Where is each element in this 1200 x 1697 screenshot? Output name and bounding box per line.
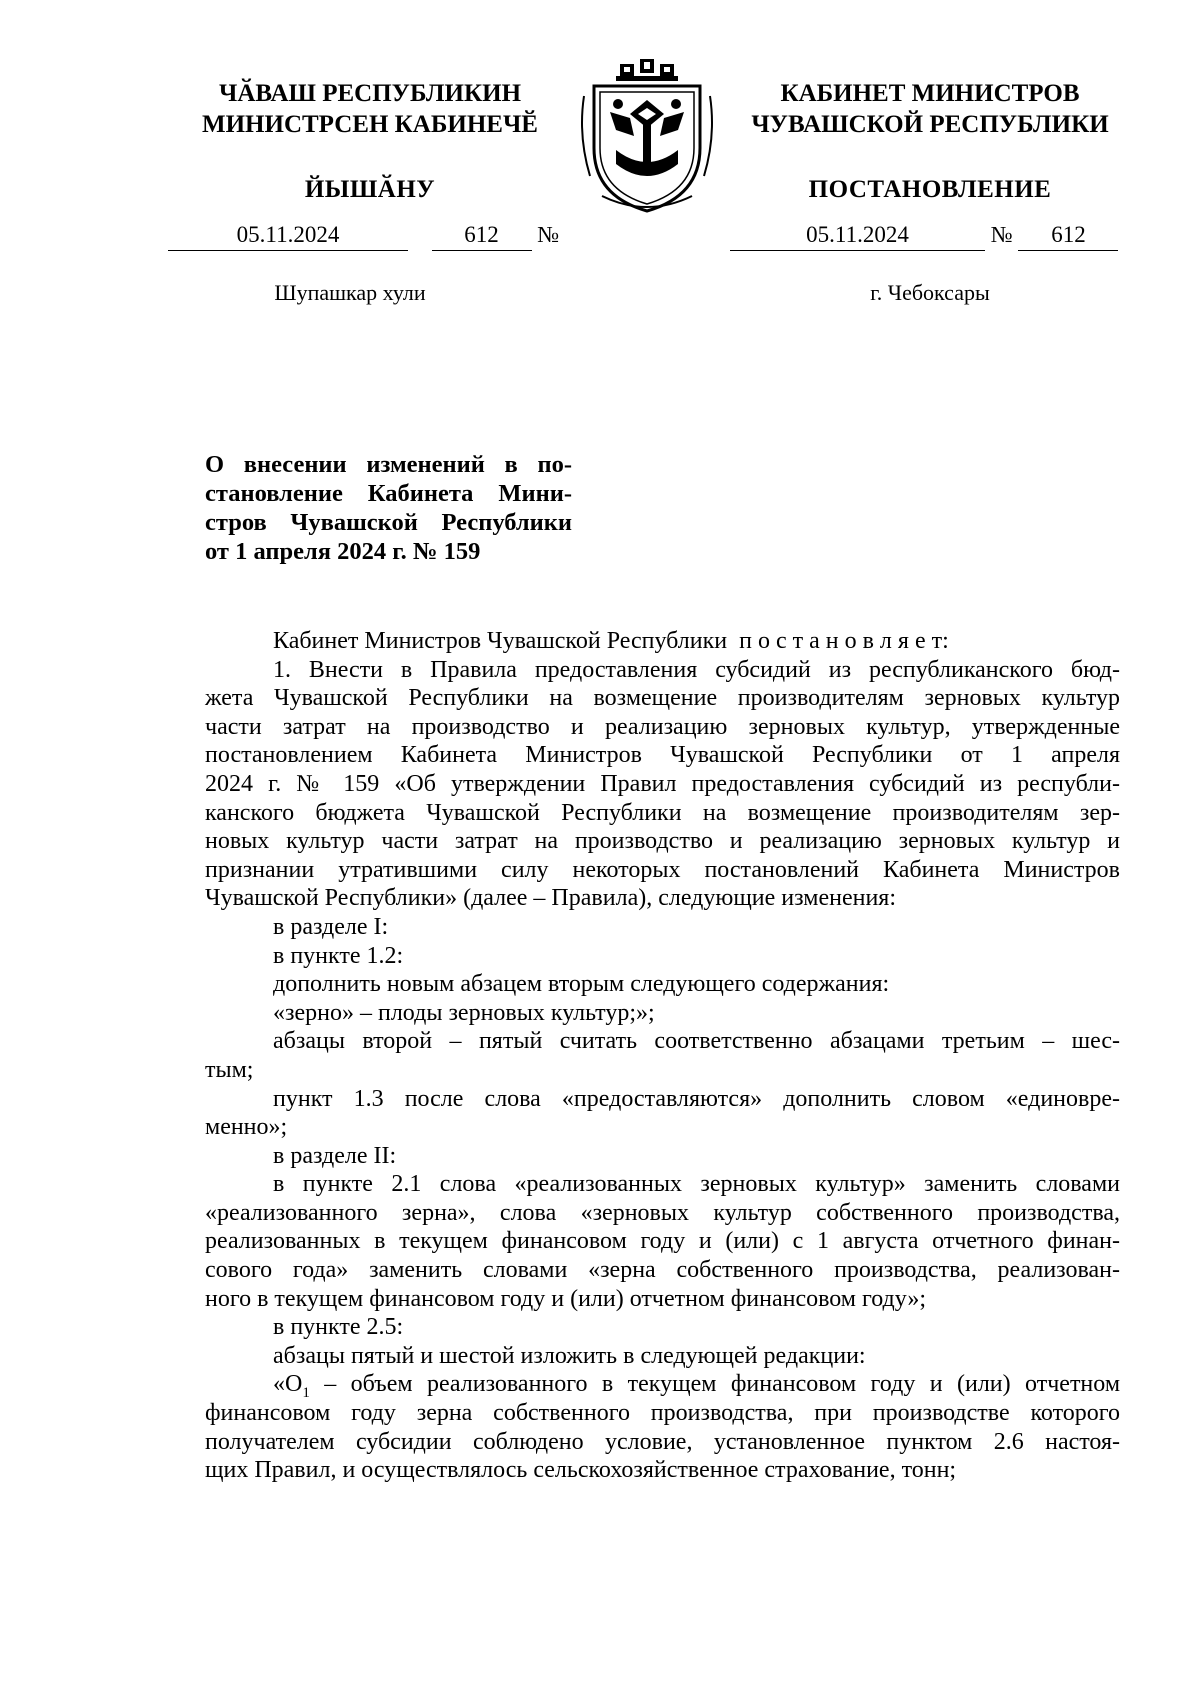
body-line: абзацы второй – пятый считать соответственно абзацами третьим – шес- bbox=[273, 1028, 1120, 1055]
body-line: постановлением Кабинета Министров Чувашской Республики от 1 апреля bbox=[205, 742, 1120, 769]
header-right-line1: КАБИНЕТ МИНИСТРОВ bbox=[780, 80, 1080, 107]
left-city: Шупашкар хули bbox=[274, 280, 426, 305]
body-intro bbox=[205, 627, 1120, 656]
left-date: 05.11.2024 bbox=[168, 222, 408, 251]
header-right-block bbox=[735, 78, 1125, 205]
heading-line: стров Чувашской Республики bbox=[205, 509, 572, 536]
body-line: ного в текущем финансовом году и (или) отчетном финансовом году»; bbox=[205, 1285, 927, 1312]
body-line: жета Чувашской Республики на возмещение производителям зерновых культур bbox=[205, 685, 1120, 712]
right-city: г. Чебоксары bbox=[870, 280, 990, 305]
body-line: признании утратившими силу некоторых постановлений Кабинета Министров bbox=[205, 856, 1120, 883]
body-line: Чувашской Республики» (далее – Правила), следующие изменения: bbox=[205, 885, 897, 912]
chuvash-coat-of-arms-icon bbox=[572, 56, 722, 216]
header-right-line2: ЧУВАШСКОЙ РЕСПУБЛИКИ bbox=[751, 111, 1109, 138]
o1-subscript: 1 bbox=[302, 1385, 310, 1402]
body-line: абзацы пятый и шестой изложить в следующей редакции: bbox=[273, 1342, 866, 1369]
document-heading bbox=[205, 450, 572, 566]
header-left-block bbox=[175, 78, 565, 205]
body-line: в пункте 1.2: bbox=[273, 942, 404, 969]
body-line: части затрат на производство и реализацию зерновых культур, утвержденные bbox=[205, 713, 1120, 740]
body-line: щих Правил, и осуществлялось сельскохозяйственное страхование, тонн; bbox=[205, 1457, 957, 1484]
right-date: 05.11.2024 bbox=[730, 222, 985, 251]
header-left-doc-type: ЙЫШӐНУ bbox=[304, 176, 436, 203]
body-line-o1 bbox=[205, 1370, 1120, 1402]
o1-prefix: «О bbox=[273, 1371, 303, 1398]
o1-rest: – объем реализованного в текущем финансовом году и (или) отчетном bbox=[309, 1371, 1120, 1398]
intro-text: Кабинет Министров Чувашской Республики bbox=[273, 628, 728, 654]
body-line: менно»; bbox=[205, 1114, 288, 1141]
header-left-line1: ЧӐВАШ РЕСПУБЛИКИН bbox=[218, 80, 522, 107]
body-line: канского бюджета Чувашской Республики на возмещение производителям зер- bbox=[205, 799, 1120, 826]
header-right-doc-type: ПОСТАНОВЛЕНИЕ bbox=[808, 176, 1052, 203]
body-line: 2024 г. № 159 «Об утверждении Правил предоставления субсидий из республи- bbox=[205, 770, 1120, 797]
left-date-number-row bbox=[168, 222, 559, 252]
body-line: реализованных в текущем финансовом году и (или) с 1 августа отчетного финан- bbox=[205, 1228, 1120, 1255]
heading-line: становление Кабинета Мини- bbox=[205, 480, 572, 507]
document-body bbox=[205, 627, 1120, 1485]
body-line: получателем субсидии соблюдено условие, установленное пунктом 2.6 настоя- bbox=[205, 1428, 1120, 1455]
body-line: пункт 1.3 после слова «предоставляются» дополнить словом «единовре- bbox=[273, 1085, 1120, 1112]
left-number: 612 bbox=[432, 222, 532, 251]
body-line: финансовом году зерна собственного производства, при производстве которого bbox=[205, 1400, 1120, 1427]
body-line: дополнить новым абзацем вторым следующего содержания: bbox=[273, 971, 890, 998]
body-line: в разделе I: bbox=[273, 913, 389, 940]
right-date-number-row bbox=[730, 222, 1118, 252]
body-line: «зерно» – плоды зерновых культур;»; bbox=[273, 999, 655, 1026]
heading-line: О внесении изменений в по- bbox=[205, 451, 572, 478]
body-line: в пункте 2.5: bbox=[273, 1314, 404, 1341]
header-left-line2: МИНИСТРСЕН КАБИНЕЧӖ bbox=[202, 111, 538, 138]
body-line: «реализованного зерна», слова «зерновых культур собственного производства, bbox=[205, 1199, 1120, 1226]
heading-line: от 1 апреля 2024 г. № 159 bbox=[205, 538, 481, 565]
left-number-sign: № bbox=[537, 222, 560, 247]
intro-spaced-verb: п о с т а н о в л я е т: bbox=[739, 628, 949, 654]
body-line: тым; bbox=[205, 1056, 254, 1083]
right-number: 612 bbox=[1018, 222, 1118, 251]
right-number-sign: № bbox=[990, 222, 1013, 247]
body-line: новых культур части затрат на производство и реализацию зерновых культур и bbox=[205, 828, 1120, 855]
body-line: 1. Внести в Правила предоставления субсидий из республиканского бюд- bbox=[273, 656, 1120, 683]
body-line: сового года» заменить словами «зерна собственного производства, реализован- bbox=[205, 1257, 1120, 1284]
body-line: в разделе II: bbox=[273, 1142, 397, 1169]
body-line: в пункте 2.1 слова «реализованных зерновых культур» заменить словами bbox=[273, 1171, 1120, 1198]
